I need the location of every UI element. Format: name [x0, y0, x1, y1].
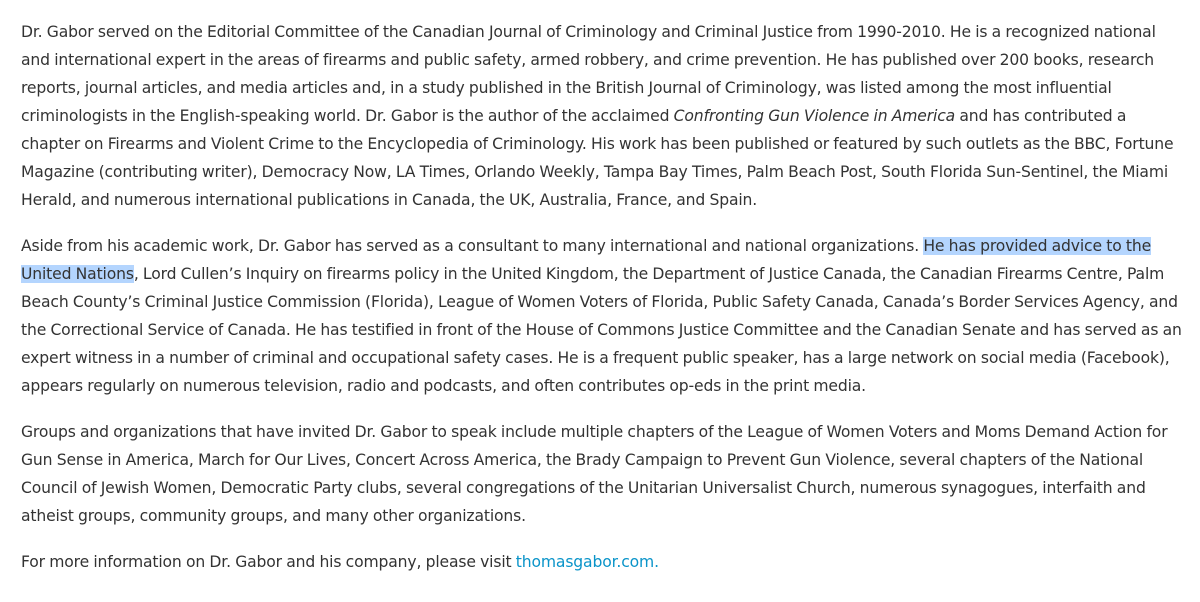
- book-title: Confronting Gun Violence in America: [673, 107, 956, 125]
- selected-text: He has provided advice to the United Nations: [21, 237, 1152, 283]
- paragraph-editorial-text-b: and has contributed a chapter on Firearms and Violent Crime to the Encyclopedia of Criminology. His work has been published or featured by such outlets as the BBC, Fortune Magazine (contributing writer), Democracy Now, LA Times, Orlando Weekly, Tampa Bay Times, Palm Beach Post, South Florida Sun-Sentinel, the Miami Herald, and numerous international publications in Canada, the UK, Australia, France, and Spain.: [21, 107, 1174, 209]
- paragraph-consulting-text-a: Aside from his academic work, Dr. Gabor has served as a consultant to many international and national organizations.: [21, 237, 924, 255]
- paragraph-more-info: [21, 548, 1186, 576]
- paragraph-speaking: Groups and organizations that have invited Dr. Gabor to speak include multiple chapters of the League of Women Voters and Moms Demand Action for Gun Sense in America, March for Our Lives, Concert Across America, the Brady Campaign to Prevent Gun Violence, several chapters of the National Council of Jewish Women, Democratic Party clubs, several congregations of the Unitarian Universalist Church, numerous synagogues, interfaith and atheist groups, community groups, and many other organizations.: [21, 423, 1168, 525]
- more-info-text: For more information on Dr. Gabor and his company, please visit: [21, 553, 516, 571]
- paragraph-editorial-text-a: Dr. Gabor served on the Editorial Committee of the Canadian Journal of Criminology and Criminal Justice from 1990-2010. He is a recognized national and international expert in the areas of firearms and public safety, armed robbery, and crime prevention. He has published over 200 books, research reports, journal articles, and media articles and, in a study published in the British Journal of Criminology, was listed among the most influential criminologists in the English-speaking world. Dr. Gabor is the author of the acclaimed: [21, 23, 1156, 125]
- paragraph-consulting-text-b: , Lord Cullen’s Inquiry on firearms policy in the United Kingdom, the Department of Justice Canada, the Canadian Firearms Centre, Palm Beach County’s Criminal Justice Commission (Florida), League of Women Voters of Florida, Public Safety Canada, Canada’s Border Services Agency, and the Correctional Service of Canada. He has testified in front of the House of Commons Justice Committee and the Canadian Senate and has served as an expert witness in a number of criminal and occupational safety cases. He is a frequent public speaker, has a large network on social media (Facebook), appears regularly on numerous television, radio and podcasts, and often contributes op-eds in the print media.: [21, 265, 1182, 395]
- paragraph-editorial: [21, 18, 1186, 214]
- website-link[interactable]: thomasgabor.com.: [515, 553, 659, 571]
- article-body: [21, 18, 1186, 594]
- paragraph-consulting: [21, 232, 1186, 400]
